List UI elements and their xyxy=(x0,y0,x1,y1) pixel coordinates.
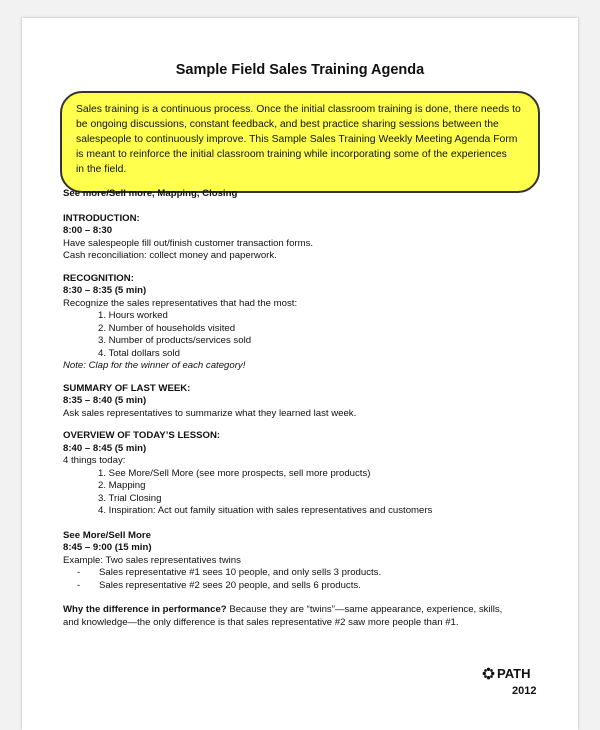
why-question: Why the difference in performance? xyxy=(63,604,227,615)
recognition-intro: Recognize the sales representatives that had the most: xyxy=(63,297,298,309)
why-line-2: and knowledge—the only difference is that sales representative #2 saw more people than #1. xyxy=(63,616,459,628)
callout-line: in the field. xyxy=(76,164,127,175)
summary-line: Ask sales representatives to summarize what they learned last week. xyxy=(63,407,357,419)
path-logo-icon xyxy=(482,667,495,680)
callout-line: salespeople to continuously improve. This Sample Sales Training Weekly Meeting Agenda Form xyxy=(76,134,518,145)
summary-time: 8:35 – 8:40 (5 min) xyxy=(63,395,147,406)
overview-item: 4. Inspiration: Act out family situation with sales representatives and customers xyxy=(98,505,433,516)
overview-time: 8:40 – 8:45 (5 min) xyxy=(63,442,147,454)
agenda-body xyxy=(63,188,563,629)
why-rest: Because they are “twins”—same appearance, experience, skills, xyxy=(226,604,503,615)
logo-text: PATH xyxy=(497,666,531,681)
see-more-time: 8:45 – 9:00 (15 min) xyxy=(63,542,152,553)
see-more-intro: Example: Two sales representatives twins xyxy=(63,554,241,566)
callout-line: be ongoing discussions, constant feedback, and best practice sharing sessions between the xyxy=(76,119,499,130)
introduction-time: 8:00 – 8:30 xyxy=(63,225,113,236)
callout-line: Sales training is a continuous process. Once the initial classroom training is done, there needs to xyxy=(76,104,521,115)
introduction-line: Have salespeople fill out/finish customer transaction forms. xyxy=(63,237,314,249)
bullet-dash: - xyxy=(77,579,81,591)
recognition-item: 3. Number of products/services sold xyxy=(98,335,252,346)
logo-year: 2012 xyxy=(512,685,537,697)
recognition-note: Note: Clap for the winner of each category! xyxy=(63,360,246,371)
see-more-heading: See More/Sell More xyxy=(63,529,151,541)
overview-heading: OVERVIEW OF TODAY’S LESSON: xyxy=(63,430,221,441)
list-item-text: Sales representative #1 sees 10 people, and only sells 3 products. xyxy=(99,567,382,578)
path-logo xyxy=(482,666,530,681)
recognition-time: 8:30 – 8:35 (5 min) xyxy=(63,285,147,296)
recognition-item: 2. Number of households visited xyxy=(98,322,236,334)
list-item xyxy=(63,567,563,580)
overview-item: 2. Mapping xyxy=(98,480,146,491)
why-paragraph xyxy=(63,604,563,617)
bullet-dash: - xyxy=(77,567,81,578)
introduction-heading: INTRODUCTION: xyxy=(63,212,140,224)
introduction-line: Cash reconciliation: collect money and paperwork. xyxy=(63,250,277,261)
overview-intro: 4 things today: xyxy=(63,455,126,466)
callout-line: is meant to reinforce the initial classroom training while incorporating some of the experiences xyxy=(76,149,507,160)
recognition-heading: RECOGNITION: xyxy=(63,272,134,284)
list-item xyxy=(63,580,563,593)
summary-heading: SUMMARY OF LAST WEEK: xyxy=(63,382,191,394)
list-item-text: Sales representative #2 sees 20 people, and sells 6 products. xyxy=(99,579,361,591)
intro-callout-box xyxy=(60,91,540,193)
recognition-item: 4. Total dollars sold xyxy=(98,347,180,359)
document-title: Sample Field Sales Training Agenda xyxy=(175,62,425,78)
agenda-subtitle: See more/Sell more, Mapping, Closing xyxy=(63,188,238,199)
recognition-item: 1. Hours worked xyxy=(98,310,168,321)
document-page xyxy=(22,18,578,730)
overview-item: 1. See More/Sell More (see more prospects, sell more products) xyxy=(98,467,371,479)
overview-item: 3. Trial Closing xyxy=(98,492,162,504)
